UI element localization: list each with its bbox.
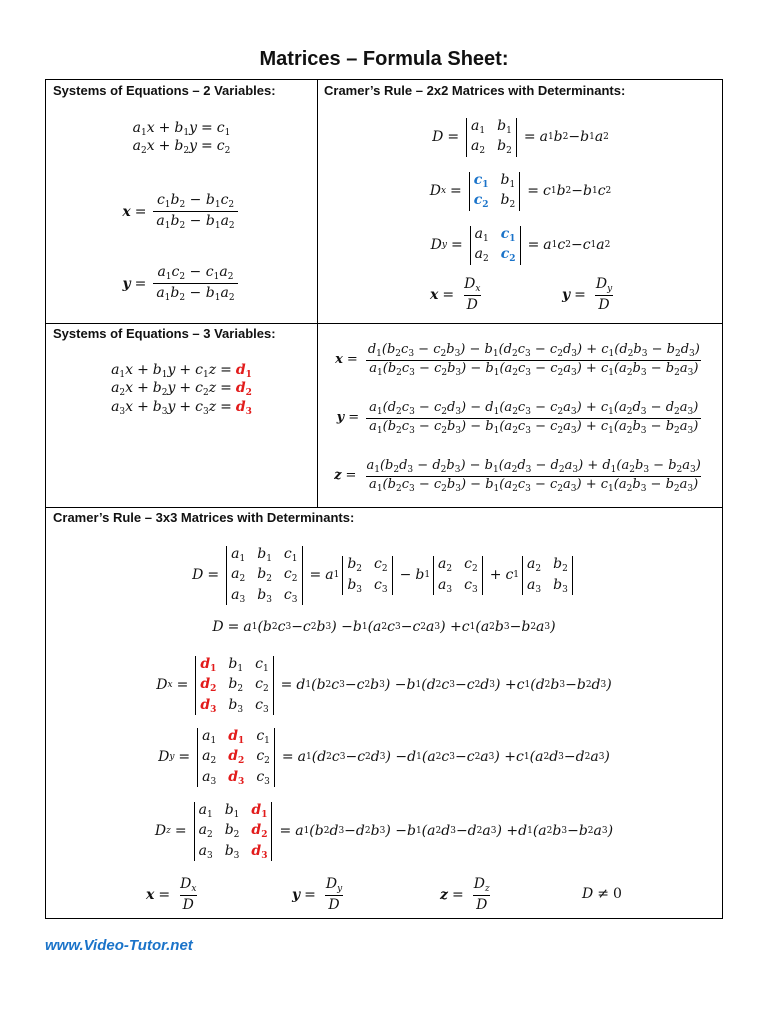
determinant-d-3x3-formula: D = a 1 ( b 2 c 3 − c 2 b 3 ) − b 1 ( a 2 c 3 − c 2 a 3 ) + c 1 ( a 2 b 3 − b 2 a 3 ) (212, 619, 556, 635)
formula-z-3var: z = $\frac{a_1(b_2d_3 - d_2b_3) - b_1(a_2d_3 - d_2a_3) + d_1(a_2b_3 - b_2a_3)}{a_1(b_2c_3 - c_2b_3) - b_1(a_2c_3 - c_2a_3) + c_1(a_2b_3 - b_2a_3)}$ (334, 458, 701, 495)
formula-sheet (45, 79, 723, 919)
determinant-dz-3x3: D z = $a_1$ $b_1$ $d_1$ $a_2$ $b_2$ $d_2$ $a_3$ $b_3$ $d_3$ = a 1 ( b 2 d 3 − d 2 b 3 ) − b 1 ( a 2 d 3 − d 2 a 3 ) + d 1 ( a 2 b 3 − b 2 a 3 ) (154, 802, 614, 861)
section-header-cramer2: Cramer’s Rule – 2x2 Matrices with Determinants: (324, 83, 626, 98)
determinant-dy-2x2: D y = $a_1$ $c_1$ $a_2$ $c_2$ = a 1 c 2 − c 1 a 2 (430, 226, 611, 265)
determinant-d-2x2: D = $a_1$ $b_1$ $a_2$ $b_2$ = a 1 b 2 − b 1 a 2 (432, 118, 609, 157)
condition-d-nonzero: D ≠ 0 (582, 886, 622, 902)
formula-z-cramer3: z = $\frac{D_z}{D}$ (440, 876, 490, 914)
formula-x-3var: x = $\frac{d_1(b_2c_3 - c_2b_3) - b_1(d_2c_3 - c_2d_3) + c_1(d_2b_3 - b_2d_3)}{a_1(b_2c_3 - c_2b_3) - b_1(a_2c_3 - c_2a_3) + c_1(a_2b_3 - b_2a_3)}$ (335, 342, 700, 379)
section-header-cramer3: Cramer’s Rule – 3x3 Matrices with Determinants: (53, 510, 355, 525)
footer-link[interactable]: www.Video-Tutor.net (45, 937, 193, 954)
section-header-sys3: Systems of Equations – 3 Variables: (53, 326, 276, 341)
formula-y-cramer2: y = $\frac{D_y}{D}$ (562, 276, 613, 314)
formula-x-cramer2: x = $\frac{D_x}{D}$ (430, 276, 481, 314)
formula-y-2var: y = $\frac{a_1c_2 - c_1a_2}{a_1b_2 - b_1a_2}$ (46, 264, 317, 304)
system-2-equations: $a_1x + b_1y = c_1$ $a_2x + b_2y = c_2$ (132, 120, 231, 157)
determinant-dx-3x3: D x = $d_1$ $b_1$ $c_1$ $d_2$ $b_2$ $c_2$ $d_3$ $b_3$ $c_3$ = d 1 ( b 2 c 3 − c 2 b 3 ) − b 1 ( d 2 c 3 − c 2 d 3 ) + c 1 ( d 2 b 3 − b 2 d 3 ) (156, 656, 612, 715)
system-3-equations: $a_1x + b_1y + c_1z = d_1$ $a_2x + b_2y + c_2z = d_2$ $a_3x + b_3y + c_3z = d_3$ (111, 362, 252, 417)
page-title: Matrices – Formula Sheet: (259, 48, 509, 70)
row-divider (46, 507, 722, 508)
section-header-sys2: Systems of Equations – 2 Variables: (53, 83, 276, 98)
determinant-dy-3x3: D y = $a_1$ $d_1$ $c_1$ $a_2$ $d_2$ $c_2$ $a_3$ $d_3$ $c_3$ = a 1 ( d 2 c 3 − c 2 d 3 ) − d 1 ( a 2 c 3 − c 2 a 3 ) + c 1 ( a 2 d 3 − d 2 a 3 ) (158, 728, 610, 787)
formula-x-2var: x = $\frac{c_1b_2 - b_1c_2}{a_1b_2 - b_1a_2}$ (46, 192, 317, 232)
formula-y-cramer3: y = $\frac{D_y}{D}$ (292, 876, 343, 914)
determinant-d-3x3-expansion: D = $a_1$ $b_1$ $c_1$ $a_2$ $b_2$ $c_2$ $a_3$ $b_3$ $c_3$ = a 1 $b_2$ $c_2$ $b_3$ $c_3$ − b 1 $a_2$ $c_2$ $a_3$ $c_3$ + c 1 $a_2$ $b_2$ $a_3$ $b_3$ (46, 546, 722, 605)
formula-x-cramer3: x = $\frac{D_x}{D}$ (146, 876, 197, 914)
determinant-dx-2x2: D x = $c_1$ $b_1$ $c_2$ $b_2$ = c 1 b 2 − b 1 c 2 (429, 172, 612, 211)
formula-y-3var: y = $\frac{a_1(d_2c_3 - c_2d_3) - d_1(a_2c_3 - c_2a_3) + c_1(a_2d_3 - d_2a_3)}{a_1(b_2c_3 - c_2b_3) - b_1(a_2c_3 - c_2a_3) + c_1(a_2b_3 - b_2a_3)}$ (318, 401, 723, 437)
row-divider (46, 323, 722, 324)
